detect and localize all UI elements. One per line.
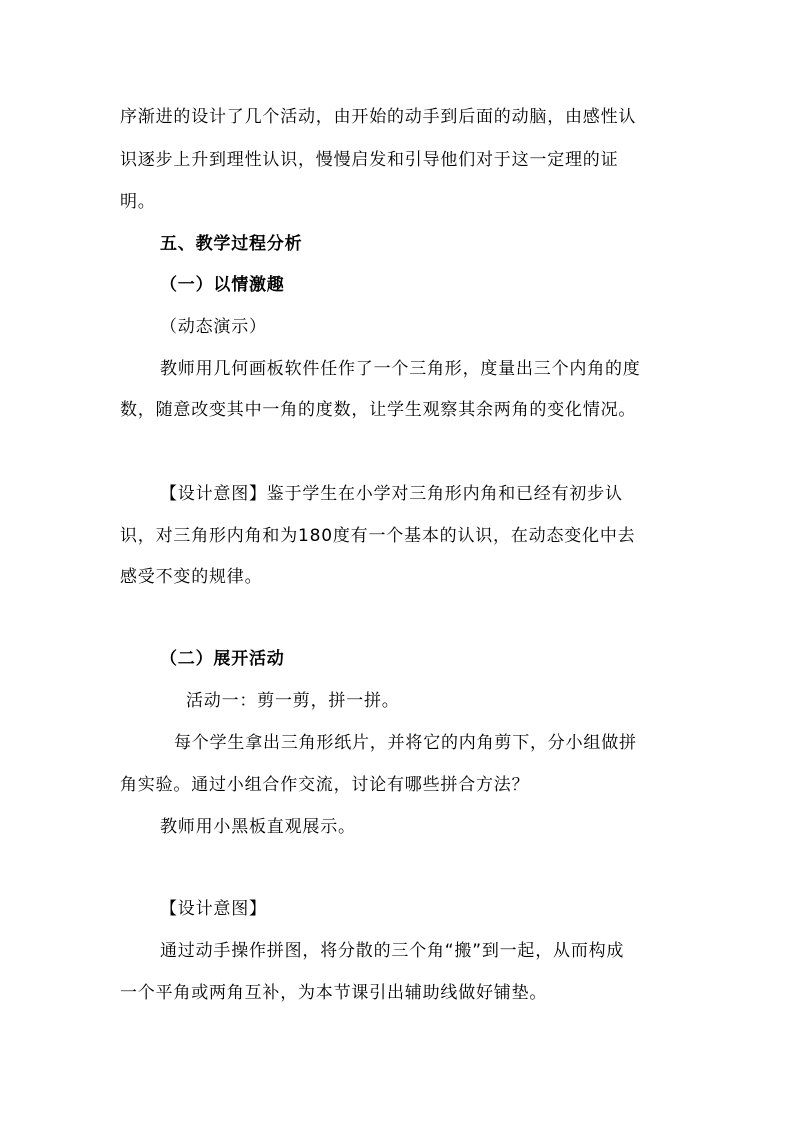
paragraph-line: 序渐进的设计了几个活动，由开始的动手到后面的动脑，由感性认 xyxy=(120,107,637,127)
paragraph-line: 角实验。通过小组合作交流，讨论有哪些拼合方法？ xyxy=(120,775,530,795)
paragraph-line: 识，对三角形内角和为180度有一个基本的认识，在动态变化中去 xyxy=(120,526,636,546)
paragraph-line: 一个平角或两角互补，为本节课引出辅助线做好铺垫。 xyxy=(120,983,548,1003)
paragraph-line: 通过动手操作拼图，将分散的三个角“搬”到一起，从而构成 xyxy=(160,941,625,961)
paragraph-line: 【设计意图】 xyxy=(160,899,267,919)
section-heading: 五、教学过程分析 xyxy=(160,234,303,254)
paragraph-line: 数，随意改变其中一角的度数，让学生观察其余两角的变化情况。 xyxy=(120,400,637,420)
subsection-heading: （二）展开活动 xyxy=(160,649,285,669)
paragraph-line: 活动一：剪一剪，拼一拼。 xyxy=(186,691,400,711)
paragraph-line: 每个学生拿出三角形纸片，并将它的内角剪下，分小组做拼 xyxy=(174,733,637,753)
paragraph-line: 识逐步上升到理性认识，慢慢启发和引导他们对于这一定理的证 xyxy=(120,150,619,170)
paragraph-line: 教师用小黑板直观展示。 xyxy=(160,817,356,837)
subsection-heading: （一）以情激趣 xyxy=(160,275,285,295)
paragraph-line: 明。 xyxy=(120,192,156,212)
paragraph-line: 感受不变的规律。 xyxy=(120,567,263,587)
paragraph-line: 【设计意图】鉴于学生在小学对三角形内角和已经有初步认 xyxy=(160,484,623,504)
paragraph-line: （动态演示） xyxy=(160,317,267,337)
paragraph-line: 教师用几何画板软件任作了一个三角形，度量出三个内角的度 xyxy=(160,359,641,379)
